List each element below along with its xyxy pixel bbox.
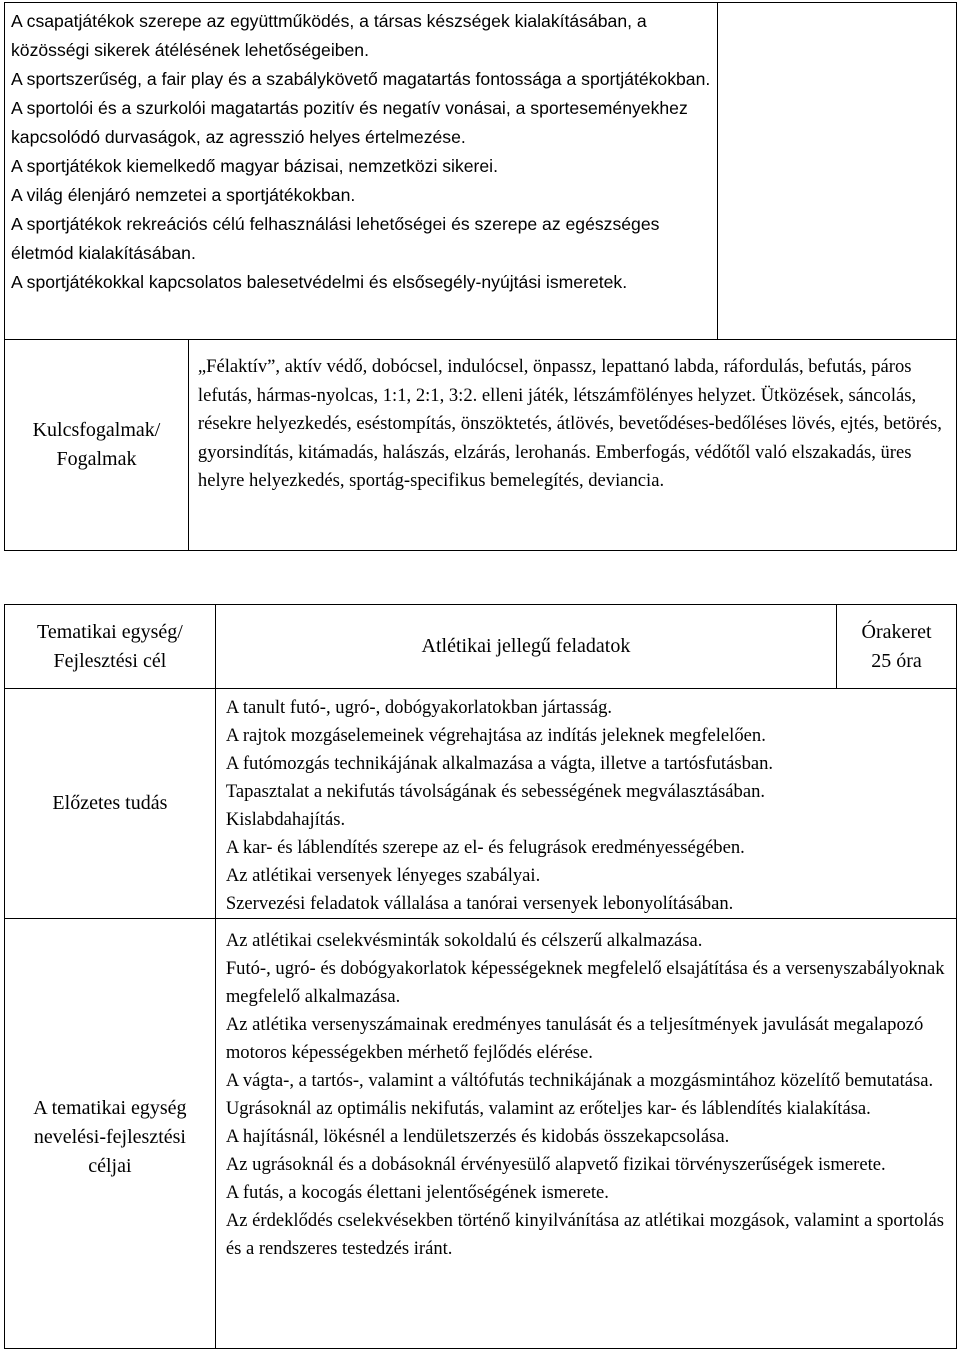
content-line: A sportjátékok kiemelkedő magyar bázisai, nemzetközi sikerei. (11, 156, 498, 176)
content-line: A világ élenjáró nemzetei a sportjátékokban. (11, 185, 356, 205)
elozetes-line: A kar- és láblendítés szerepe az el- és felugrások eredményességében. (225, 837, 745, 858)
celjai-line: Az atlétikai cselekvésminták sokoldalú és célszerű alkalmazása. (225, 930, 703, 951)
celjai-label: A tematikai egység (33, 1097, 187, 1119)
kulcsfogalmak-text: „Félaktív”, aktív védő, dobócsel, indulócsel, önpassz, lepattanó labda, ráfordulás, befutás, páros lefutás, hármas-nyolcas, 1:1, 2:1, 3:2. elleni játék, létszámfölényes helyzet. Ütközések, sáncolás, résekre helyezkedés, eséstompítás, önszöktetés, átlövés, bevetődéses-bedőléses lövés, ejtés, betörés, gyorsindítás, kitámadás, halászás, elzárás, lerohanás. Emberfogás, védőtől való elszakadás, üres helyre helyezkedés, sportág-specifikus bemelegítés, deviancia. (197, 356, 942, 492)
orakeret-label: Órakeret (861, 620, 932, 643)
unit-title: Atlétikai jellegű feladatok (421, 635, 631, 657)
celjai-line: A hajításnál, lökésnél a lendületszerzés és kidobás összekapcsolása. (225, 1126, 730, 1147)
content-cell (5, 3, 718, 340)
kulcsfogalmak-label-cell (5, 340, 189, 551)
kulcsfogalmak-label: Fogalmak (56, 448, 137, 470)
tematikai-egyseg-table (4, 604, 957, 1349)
elozetes-line: Tapasztalat a nekifutás távolságának és sebességének megválasztásában. (225, 781, 766, 802)
elozetes-line: Szervezési feladatok vállalása a tanórai versenyek lebonyolításában. (225, 893, 734, 914)
elozetes-line: Az atlétikai versenyek lényeges szabályai. (225, 865, 541, 886)
celjai-line: A futás, a kocogás élettani jelentőségének ismerete. (225, 1182, 609, 1203)
celjai-line: Az érdeklődés cselekvésekben történő kinyilvánítása az atlétikai mozgások, valamint a sportolás és a rendszeres testedzés iránt. (225, 1210, 945, 1259)
celjai-cell (215, 919, 956, 1349)
kulcsfogalmak-text-cell (188, 340, 956, 551)
orakeret-cell (837, 605, 957, 689)
elozetes-tudas-label-cell (5, 689, 216, 919)
content-line: A sportjátékokkal kapcsolatos balesetvédelmi és elsősegély-nyújtási ismeretek. (11, 272, 628, 292)
tematikai-egyseg-label: Tematikai egység/ (37, 620, 183, 643)
elozetes-line: A futómozgás technikájának alkalmazása a vágta, illetve a tartósfutásban. (225, 753, 774, 774)
orakeret-value: 25 óra (871, 649, 922, 672)
top-content-table (4, 2, 957, 551)
empty-cell (718, 3, 957, 340)
elozetes-line: A rajtok mozgáselemeinek végrehajtása az indítás jeleknek megfelelően. (225, 725, 766, 746)
celjai-line: Ugrásoknál az optimális nekifutás, valamint az erőteljes kar- és láblendítés kialakítása. (225, 1098, 871, 1119)
celjai-line: A vágta-, a tartós-, valamint a váltófutás technikájának a mozgásmintához közelítő bemutatása. (225, 1070, 934, 1091)
content-line: A sportjátékok rekreációs célú felhasználási lehetőségei és szerepe az egészséges életmód kialakításában. (11, 214, 660, 263)
content-line: A csapatjátékok szerepe az együttműködés, a társas készségek kialakításában, a közösségi sikerek átélésének lehetőségeiben. (11, 11, 647, 60)
unit-title-cell (215, 605, 836, 689)
kulcsfogalmak-label: Kulcsfogalmak/ (32, 419, 161, 441)
elozetes-line: Kislabdahajítás. (225, 809, 346, 830)
celjai-line: Az atlétika versenyszámainak eredményes tanulását és a teljesítmények javulását megalapozó motoros képességekben mérhető fejlődés elérése. (225, 1014, 924, 1063)
celjai-line: Futó-, ugró- és dobógyakorlatok képességeknek megfelelő elsajátítása és a versenyszabályoknak megfelelő alkalmazása. (225, 958, 945, 1007)
celjai-line: Az ugrásoknál és a dobásoknál érvényesülő alapvető fizikai törvényszerűségek ismerete. (225, 1154, 886, 1175)
tematikai-header-cell (5, 605, 216, 689)
celjai-label: céljai (88, 1155, 132, 1177)
elozetes-tudas-label: Előzetes tudás (52, 792, 168, 814)
elozetes-line: A tanult futó-, ugró-, dobógyakorlatokban jártasság. (225, 697, 613, 718)
elozetes-tudas-cell (215, 689, 956, 919)
celjai-label-cell (5, 919, 216, 1349)
content-line: A sportszerűség, a fair play és a szabálykövető magatartás fontossága a sportjátékokban. A sportolói és a szurkolói magatartás pozitív és negatív vonásai, a sporteseményekhez kapcsolódó durvaságok, az agresszió helyes értelmezése. (11, 69, 711, 147)
fejlesztesi-cel-label: Fejlesztési cél (53, 649, 167, 672)
celjai-label: nevelési-fejlesztési (33, 1126, 186, 1148)
